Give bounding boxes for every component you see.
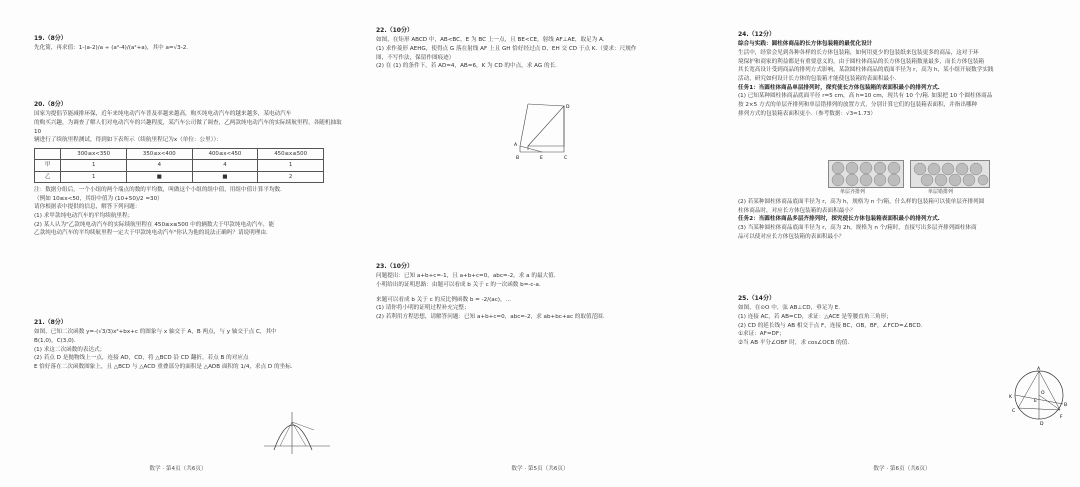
question-text: (1) 连接 AC，若 AB=CD，求证：△ACE 是等腰直角三角形；: [738, 313, 892, 320]
question-text: 如图，在⊙O 中，弦 AB⊥CD，垂足为 E.: [738, 305, 841, 312]
question-25: [738, 294, 1062, 348]
question-number: 23.（10分）: [376, 263, 413, 270]
question-text: (2) CD 的延长线与 AB 相交于点 F，连接 BC，OB，BF，∠FCD=∠BCD.: [738, 322, 923, 329]
question-19: [34, 34, 346, 53]
figure-label: F: [1060, 415, 1063, 420]
table-header-cell: 300≤x<350: [61, 148, 127, 159]
figure-label: B: [1064, 403, 1068, 408]
question-text: 柱体商品时，对应长方体包装箱的表面积最小？: [738, 207, 856, 214]
question-text: 请你根据表中提供的信息，解答下列问题：: [34, 204, 141, 211]
circles-aligned: [829, 161, 903, 187]
table-cell: 2: [258, 171, 324, 182]
table-cell: 乙: [35, 171, 61, 182]
question-text: 其长宽高设计受到商品的排列方式影响，某款圆柱体商品的底面半径为 r，高为 h，某小组开展数学实践: [738, 67, 994, 74]
task-title: 任务1：当圆柱体商品单层排列时，探究使长方体包装箱的表面积最小的排列方式.: [738, 84, 940, 91]
question-number: 19.（8分）: [34, 35, 67, 42]
question-subtitle: 综合与实践：圆柱体商品的长方体包装箱的最优化设计: [738, 41, 873, 48]
rectangle-figure: [514, 96, 584, 160]
question-text: 如图，在矩形 ABCD 中，AB<BC，E 为 BC 上一点，且 BE<CE，射线 AF⊥AE，取足为 A.: [376, 37, 605, 44]
question-21: [34, 318, 346, 372]
question-20: [34, 100, 346, 238]
question-text: 境保护和商家的利益都是有重要意义的，由于圆柱体商品的长方体包装箱数量最多，而长方体包装箱: [738, 58, 985, 65]
circle-figure: [1008, 364, 1070, 426]
figure-label: E: [540, 156, 543, 160]
question-text: 国家为提倡节能减排环保，近年来纯电动汽车普及率越来越高，购买纯电动汽车的越来越多，某电动汽车: [34, 111, 292, 118]
figure-label: D: [1040, 422, 1044, 426]
figure-label: C: [1012, 409, 1016, 414]
page-footer: 数学 · 第4页（共6页）: [149, 466, 207, 472]
question-text: 先化简，再求值：1-(a-2)/a ÷ (a²-4)/(a²+a)，其中 a=√3-2.: [34, 45, 189, 52]
question-text: (1) 求作菱形 AEHG，使得点 G 落在射线 AF 上且 GH 恰好经过点 D，EH 交 CD 于点 K.（要求：尺规作: [376, 45, 637, 52]
question-text: 品可以使对应长方体包装箱的表面积最小？: [738, 233, 845, 240]
question-text: B(1,0)，C(3,0).: [34, 337, 76, 344]
figure-label: A: [514, 143, 518, 148]
question-text: 生活中，经常会见到各种各样的长方体包装箱，如何用更少的包装纸来包装更多的商品，这对于环: [738, 49, 979, 56]
question-text: (1) 请你将小明的证明过程补充完整；: [376, 305, 470, 312]
question-text: 如图，已知二次函数 y=-(√3/3)x²+bx+c 的图象与 x 轴交于 A，B 两点，与 y 轴交于点 C，其中: [34, 329, 277, 336]
table-cell: 甲: [35, 160, 61, 171]
figure-label: O: [1041, 391, 1045, 396]
table-cell: 1: [61, 171, 127, 182]
question-text: 来题可以看成 b 关于 c 的反比例函数 b = -2/(ac)，…: [376, 296, 512, 303]
question-text: (2) 若某种圆柱体商品底面半径为 r，高为 h，规格为 n 个/箱，什么样的包装箱可以使单层齐排列圆: [738, 199, 985, 205]
question-text: (2) 某人认为"乙款纯电动汽车的实际续航里程在 450≤x≤500 中的辆数大于甲款纯电动汽车，能: [34, 221, 275, 228]
figure-label: K: [1009, 395, 1013, 400]
question-23: [376, 262, 708, 322]
question-text: 乙款纯电动汽车的平均续航里程一定大于甲款纯电动汽车"你认为他的说法正确吗？请说明理由.: [34, 230, 268, 237]
table-cell: ■: [127, 171, 193, 182]
question-number: 20.（8分）: [34, 101, 67, 108]
question-number: 21.（8分）: [34, 319, 67, 326]
figure-label: A: [1037, 367, 1041, 372]
question-24: [738, 30, 1062, 118]
question-text: 排列方式的包装箱表面积更小.（参考数据：√3≈1.73）: [738, 110, 876, 117]
question-number: 22.（10分）: [376, 27, 413, 34]
task-title: 任务2：当圆柱体商品多层齐排列时，探究使长方体包装箱表面积最小的排列方式.: [738, 216, 940, 223]
question-text: 辆进行了续航里程测试，得到如下表所示（续航里程记为x（单位：公里））：: [34, 137, 222, 144]
figure-label: D: [566, 105, 570, 110]
table-row: [35, 160, 324, 171]
table-cell: 1: [258, 160, 324, 171]
figure-label: C: [564, 156, 568, 160]
question-text: 活动，研究如何设计长方体的包装箱才能使包装箱的表面积最小.: [738, 75, 897, 82]
page-6: [724, 0, 1080, 487]
question-text: (1) 已知某种圆柱体商品底面半径 r=5 cm，高 h=10 cm，现共有 10 个/箱. 如果把 10 个圆柱体商品: [738, 93, 993, 100]
question-number: 24.（12分）: [738, 31, 775, 38]
figure-label: B: [516, 156, 520, 160]
table-cell: 1: [61, 160, 127, 171]
page-4: [0, 0, 356, 487]
question-text: 按 2×5 方式的单层齐排列和单层错排列的放置方式，分别计算它们的包装箱表面积，并指出哪种: [738, 101, 978, 108]
table-header-row: [35, 148, 324, 159]
table-header-cell: 350≤x<400: [127, 148, 193, 159]
question-text: 问题提出：已知 a+b+c=-1，且 a+b+c=0，abc=-2，求 a 的最大值.: [376, 273, 556, 280]
question-22: [376, 26, 698, 71]
single-layer-aligned-figure: [828, 160, 904, 188]
parabola-figure: [262, 410, 332, 455]
question-text: (2) 若点 D 是抛物线上一点，连接 AD，CD，将 △BCD 沿 CD 翻折，若点 B 的对应点: [34, 355, 249, 362]
question-text: 小明给出的证明思路：由题可以看成 b 关于 c 的一次函数 b=-c-a.: [376, 281, 541, 288]
page-5: [362, 0, 718, 487]
question-text: (2) 若利用方程思想，请解答问题：已知 a+b+c=0，abc=-2，求 ab+bc+ac 的取值范围.: [376, 313, 605, 320]
question-text: ①求证：AF=DF；: [738, 331, 785, 338]
frequency-table: [34, 148, 324, 183]
question-text: （例如 10≤x<50，其组中值为 (10+50)/2 =30）: [34, 195, 163, 202]
table-header-cell: 400≤x<450: [192, 148, 258, 159]
page-footer: 数学 · 第6页（共6页）: [873, 466, 931, 472]
question-text: (2) 在 (1) 的条件下，若 AD=4，AB=6，K 为 CD 的中点，求 AG 的长.: [376, 63, 557, 70]
figure-caption: 单层错排列: [928, 189, 954, 195]
question-24-continued: [738, 198, 1062, 241]
question-text: (3) 当某种圆柱体商品底面半径为 r，高为 2h，规格为 n 个/箱时，直接写出多层齐排列圆柱体商: [738, 224, 977, 231]
question-text: (1) 求这二次函数的表达式；: [34, 346, 106, 353]
page-footer: 数学 · 第5页（共6页）: [511, 466, 569, 472]
table-header-cell: [35, 148, 61, 159]
question-text: 的购买兴趣，为调查了解人们对电动汽车的兴趣程度，某汽车公司做了调查，乙两款纯电动汽车的实际续航里程，各随机抽取10: [34, 119, 342, 135]
question-text: 图，不写作法，保留作图痕迹）: [376, 54, 455, 61]
table-cell: 4: [192, 160, 258, 171]
single-layer-staggered-figure: [910, 160, 990, 188]
circles-staggered: [911, 161, 989, 187]
table-cell: 4: [127, 160, 193, 171]
question-text: (1) 求甲款纯电动汽车的平均续航里程；: [34, 213, 134, 220]
figure-caption: 单层齐排列: [840, 189, 866, 195]
table-header-cell: 450≤x≤500: [258, 148, 324, 159]
figure-label: E: [1034, 399, 1037, 404]
question-text: E 恰好落在二次函数图象上，且 △BCD 与 △ACD 重叠部分的面积是 △ADB 面积的 1/4，求点 D 的坐标.: [34, 363, 293, 370]
table-cell: ■: [192, 171, 258, 182]
table-row: [35, 171, 324, 182]
question-text: ②当 AB 平分∠OBF 时，求 cos∠OCB 的值.: [738, 339, 850, 346]
question-number: 25.（14分）: [738, 295, 775, 302]
question-text: 注：数据分组后，一个小组的两个端点的数的平均数，叫做这个小组的组中值，用组中值计算平均数.: [34, 187, 282, 194]
